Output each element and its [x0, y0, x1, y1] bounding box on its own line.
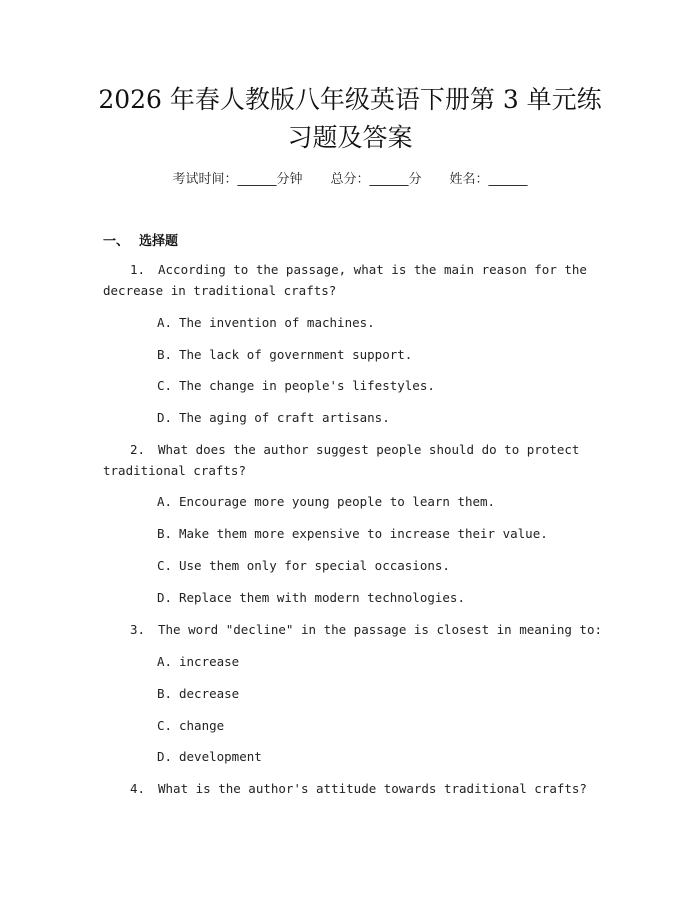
option-text: The lack of government support.: [179, 347, 413, 362]
option-2a: [157, 494, 495, 509]
option-letter: B.: [157, 347, 173, 362]
question-number: 4.: [130, 781, 146, 796]
option-text: Make them more expensive to increase their value.: [179, 526, 548, 541]
total-score-field: 总分：______分: [330, 172, 422, 187]
option-text: The aging of craft artisans.: [179, 410, 390, 425]
exam-info: [0, 168, 700, 187]
option-3d: [157, 749, 262, 764]
question-text: According to the passage, what is the main reason for the: [158, 262, 587, 277]
option-3b: [157, 686, 239, 701]
question-1: [130, 262, 587, 277]
option-1c: [157, 378, 435, 393]
option-2c: [157, 558, 450, 573]
question-1-continuation: decrease in traditional crafts?: [103, 283, 337, 298]
option-2d: [157, 590, 465, 605]
option-text: The change in people's lifestyles.: [179, 378, 435, 393]
option-text: Encourage more young people to learn them.: [179, 494, 496, 509]
document-title-line-2: 习题及答案: [287, 123, 413, 152]
option-3a: [157, 654, 239, 669]
option-letter: C.: [157, 558, 173, 573]
option-letter: D.: [157, 410, 173, 425]
option-letter: D.: [157, 590, 173, 605]
option-1a: [157, 315, 375, 330]
question-2: [130, 442, 579, 457]
student-name-field: 姓名：______: [449, 172, 528, 187]
option-text: Replace them with modern technologies.: [179, 590, 465, 605]
question-text: The word "decline" in the passage is closest in meaning to:: [158, 622, 603, 637]
section-heading: [103, 230, 178, 249]
question-number: 3.: [130, 622, 146, 637]
option-text: The invention of machines.: [179, 315, 375, 330]
option-1d: [157, 410, 390, 425]
option-text: change: [179, 718, 225, 733]
exam-time-field: 考试时间：______分钟: [172, 172, 303, 187]
option-text: Use them only for special occasions.: [179, 558, 450, 573]
question-number: 1.: [130, 262, 146, 277]
option-text: development: [179, 749, 262, 764]
question-3: [130, 622, 602, 637]
option-letter: C.: [157, 718, 173, 733]
option-text: decrease: [179, 686, 240, 701]
question-number: 2.: [130, 442, 146, 457]
option-letter: B.: [157, 526, 173, 541]
option-letter: C.: [157, 378, 173, 393]
question-text: What does the author suggest people should do to protect: [158, 442, 580, 457]
question-4: [130, 781, 587, 796]
option-3c: [157, 718, 224, 733]
question-text: What is the author's attitude towards traditional crafts?: [158, 781, 587, 796]
option-1b: [157, 347, 412, 362]
question-2-continuation: traditional crafts?: [103, 463, 246, 478]
option-text: increase: [179, 654, 240, 669]
section-number: 一、: [103, 234, 130, 249]
option-letter: D.: [157, 749, 173, 764]
option-letter: A.: [157, 654, 173, 669]
option-2b: [157, 526, 548, 541]
section-title: 选择题: [139, 234, 179, 249]
option-letter: A.: [157, 315, 173, 330]
document-title-line-1: 2026 年春人教版八年级英语下册第 3 单元练: [98, 85, 602, 114]
option-letter: B.: [157, 686, 173, 701]
option-letter: A.: [157, 494, 173, 509]
